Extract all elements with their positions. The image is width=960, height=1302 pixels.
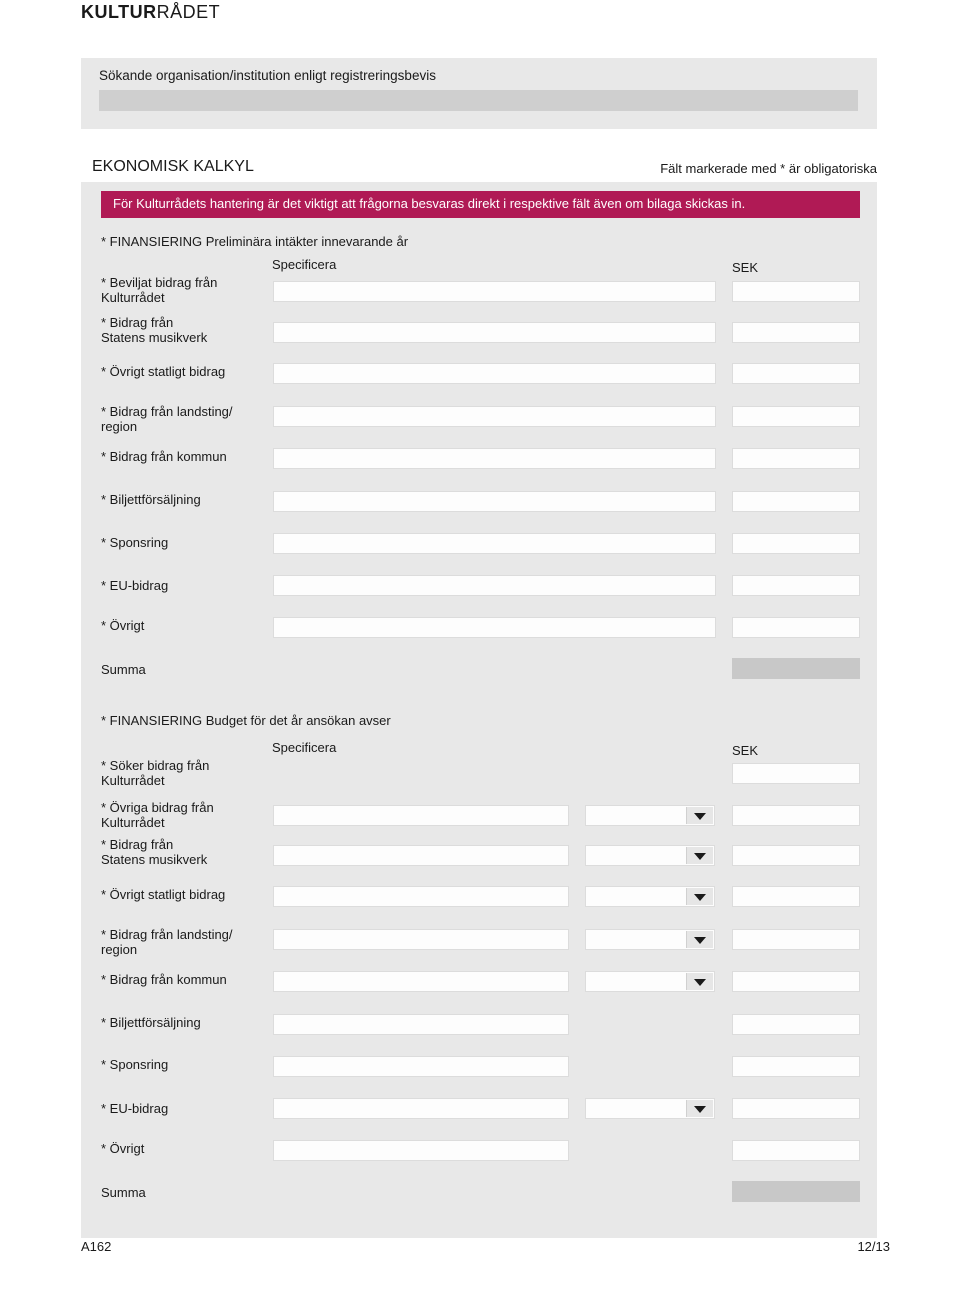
row-label	[101, 887, 225, 902]
specify-field[interactable]	[273, 617, 716, 638]
dropdown-button[interactable]	[686, 888, 713, 905]
specify-field[interactable]	[273, 1140, 569, 1161]
row-label-line1: * Övrigt statligt bidrag	[101, 364, 226, 379]
row-label-line2: Statens musikverk	[101, 852, 208, 867]
sek-amount-field[interactable]	[732, 971, 860, 992]
chevron-down-icon	[694, 894, 706, 901]
row-label-line1: * Bidrag från	[101, 837, 174, 852]
sek-amount-field[interactable]	[732, 805, 860, 826]
row-label-line1: * Övrigt statligt bidrag	[101, 887, 226, 902]
row-label	[101, 837, 207, 867]
specify-field[interactable]	[273, 491, 716, 512]
sek-amount-field[interactable]	[732, 322, 860, 343]
sek-amount-field[interactable]	[732, 575, 860, 596]
specify-field[interactable]	[273, 805, 569, 826]
specify-field[interactable]	[273, 845, 569, 866]
row-label-line1: * Övrigt	[101, 618, 145, 633]
row-label-line1: * Övriga bidrag från	[101, 800, 214, 815]
row-label-line2: region	[101, 419, 138, 434]
row-label	[101, 1141, 144, 1156]
specify-field[interactable]	[273, 448, 716, 469]
applicant-label: Sökande organisation/institution enligt registreringsbevis	[99, 68, 436, 83]
sek-amount-field[interactable]	[732, 363, 860, 384]
row-label	[101, 315, 207, 345]
row-label	[101, 1101, 168, 1116]
section2-sek-header: SEK	[732, 743, 759, 758]
chevron-down-icon	[694, 1106, 706, 1113]
sek-amount-field[interactable]	[732, 617, 860, 638]
dropdown-button[interactable]	[686, 973, 713, 990]
section2-heading: * FINANSIERING Budget för det år ansökan avser	[101, 713, 391, 728]
row-label-line1: * Övrigt	[101, 1141, 145, 1156]
sek-amount-field[interactable]	[732, 1140, 860, 1161]
row-label-line1: * EU-bidrag	[101, 578, 169, 593]
dropdown-button[interactable]	[686, 931, 713, 948]
category-dropdown[interactable]	[585, 929, 715, 950]
row-label	[101, 275, 217, 305]
specify-field[interactable]	[273, 322, 716, 343]
row-label	[101, 1057, 168, 1072]
sek-amount-field[interactable]	[732, 448, 860, 469]
row-label-line1: * Bidrag från landsting/	[101, 404, 233, 419]
row-label-line1: * Sponsring	[101, 535, 169, 550]
specify-field[interactable]	[273, 281, 716, 302]
row-label	[101, 449, 227, 464]
row-label-line2: region	[101, 942, 138, 957]
sek-amount-field[interactable]	[732, 763, 860, 784]
section1-specify-header: Specificera	[272, 257, 337, 272]
row-label-line2: Kulturrådet	[101, 290, 165, 305]
category-dropdown[interactable]	[585, 805, 715, 826]
mandatory-note: Fält markerade med * är obligatoriska	[660, 161, 877, 176]
specify-field[interactable]	[273, 929, 569, 950]
row-label-line1: * Biljettförsäljning	[101, 1015, 201, 1030]
section1-heading: * FINANSIERING Preliminära intäkter innevarande år	[101, 234, 409, 249]
chevron-down-icon	[694, 853, 706, 860]
row-label-line1: * Beviljat bidrag från	[101, 275, 218, 290]
category-dropdown[interactable]	[585, 971, 715, 992]
row-label	[101, 972, 227, 987]
sek-amount-field[interactable]	[732, 406, 860, 427]
row-label	[101, 927, 233, 957]
applicant-name-field[interactable]	[99, 90, 858, 111]
dropdown-button[interactable]	[686, 1100, 713, 1117]
specify-field[interactable]	[273, 406, 716, 427]
sek-amount-field[interactable]	[732, 1014, 860, 1035]
row-label-line1: * Bidrag från kommun	[101, 972, 227, 987]
sek-amount-field[interactable]	[732, 886, 860, 907]
dropdown-button[interactable]	[686, 847, 713, 864]
row-label-line1: * Sponsring	[101, 1057, 169, 1072]
category-dropdown[interactable]	[585, 1098, 715, 1119]
row-label-line1: * Biljettförsäljning	[101, 492, 201, 507]
sek-amount-field[interactable]	[732, 1098, 860, 1119]
sek-amount-field[interactable]	[732, 491, 860, 512]
section2-sum-label: Summa	[101, 1185, 146, 1200]
specify-field[interactable]	[273, 1098, 569, 1119]
row-label-line2: Statens musikverk	[101, 330, 208, 345]
row-label	[101, 492, 201, 507]
page-number: 12/13	[857, 1239, 890, 1254]
sek-amount-field[interactable]	[732, 1056, 860, 1077]
row-label-line1: * Söker bidrag från	[101, 758, 210, 773]
specify-field[interactable]	[273, 1056, 569, 1077]
row-label	[101, 578, 168, 593]
row-label-line1: * Bidrag från kommun	[101, 449, 227, 464]
row-label	[101, 800, 214, 830]
row-label	[101, 364, 225, 379]
row-label-line2: Kulturrådet	[101, 773, 165, 788]
page-title: EKONOMISK KALKYL	[92, 158, 254, 175]
specify-field[interactable]	[273, 1014, 569, 1035]
form-code: A162	[81, 1239, 112, 1254]
logo-light-text: RÅDET	[156, 2, 221, 22]
sek-amount-field[interactable]	[732, 281, 860, 302]
section2-specify-header: Specificera	[272, 740, 337, 755]
dropdown-button[interactable]	[686, 807, 713, 824]
specify-field[interactable]	[273, 363, 716, 384]
category-dropdown[interactable]	[585, 845, 715, 866]
row-label-line1: * Bidrag från landsting/	[101, 927, 233, 942]
row-label-line1: * Bidrag från	[101, 315, 174, 330]
section1-sum-field	[732, 658, 860, 679]
kulturradet-logo	[81, 2, 220, 23]
row-label-line1: * EU-bidrag	[101, 1101, 169, 1116]
sek-amount-field[interactable]	[732, 533, 860, 554]
info-banner-text: För Kulturrådets hantering är det viktigt att frågorna besvaras direkt i respektive fält även om bilaga skickas in.	[113, 196, 746, 211]
row-label	[101, 404, 233, 434]
category-dropdown[interactable]	[585, 886, 715, 907]
section1-sum-label: Summa	[101, 662, 146, 677]
section2-sum-field	[732, 1181, 860, 1202]
specify-field[interactable]	[273, 575, 716, 596]
specify-field[interactable]	[273, 971, 569, 992]
chevron-down-icon	[694, 813, 706, 820]
logo-bold-text: KULTUR	[81, 2, 157, 22]
row-label-line2: Kulturrådet	[101, 815, 165, 830]
row-label	[101, 1015, 201, 1030]
section1-sek-header: SEK	[732, 260, 759, 275]
sek-amount-field[interactable]	[732, 929, 860, 950]
info-banner	[101, 191, 860, 218]
specify-field[interactable]	[273, 533, 716, 554]
row-label	[101, 535, 168, 550]
chevron-down-icon	[694, 937, 706, 944]
row-label	[101, 758, 209, 788]
specify-field[interactable]	[273, 886, 569, 907]
sek-amount-field[interactable]	[732, 845, 860, 866]
chevron-down-icon	[694, 979, 706, 986]
row-label	[101, 618, 144, 633]
